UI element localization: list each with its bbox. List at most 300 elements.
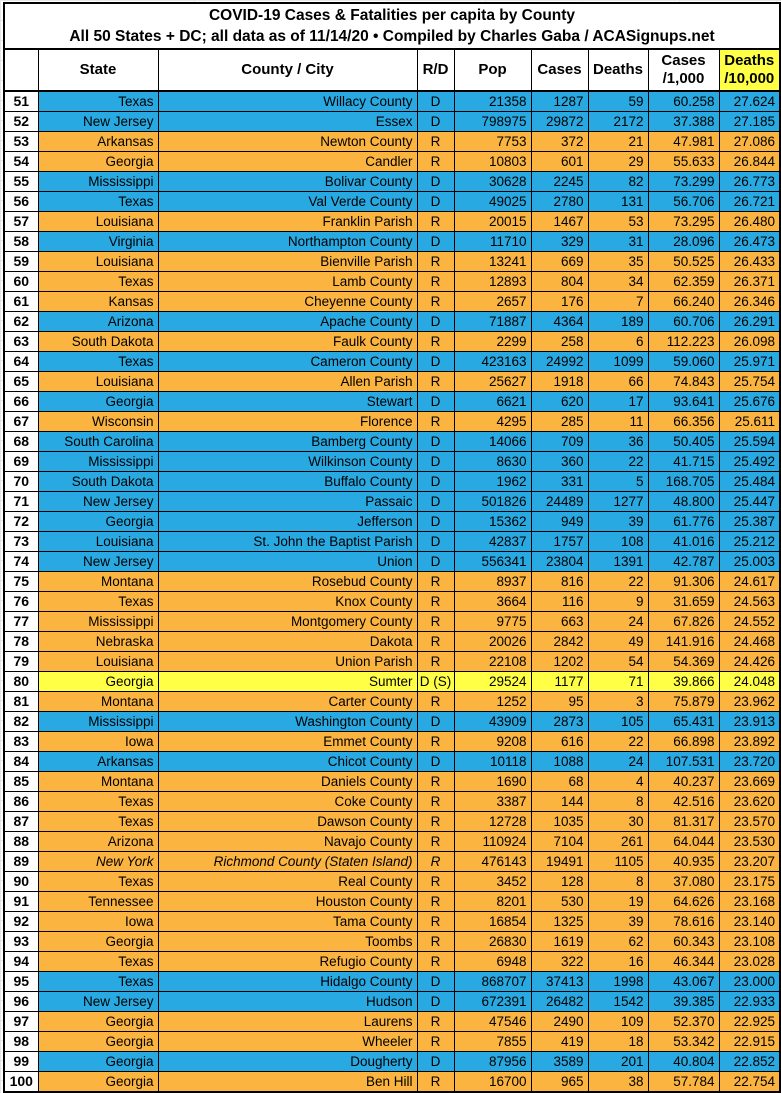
cell-cases-per-1000: 52.370 [648,1012,719,1032]
cell-cases: 4364 [531,312,588,332]
cell-pop: 26830 [454,932,531,952]
table-row [4,812,780,832]
cell-rank: 97 [4,1012,38,1032]
cell-rank: 80 [4,672,38,692]
cell-rank: 87 [4,812,38,832]
cell-cases-per-1000: 141.916 [648,632,719,652]
cell-rank: 79 [4,652,38,672]
cell-cases-per-1000: 73.299 [648,172,719,192]
cell-deaths-per-10000: 25.387 [719,512,780,532]
cell-pop: 22108 [454,652,531,672]
cell-party: R [417,332,454,352]
cell-pop: 9208 [454,732,531,752]
cell-pop: 47546 [454,1012,531,1032]
cell-party: R [417,912,454,932]
cell-county: Carter County [158,692,417,712]
cell-county: Val Verde County [158,192,417,212]
table-row [4,532,780,552]
cell-pop: 87956 [454,1052,531,1072]
table-row [4,392,780,412]
table-row [4,612,780,632]
table-row [4,192,780,212]
cell-state: Mississippi [38,712,158,732]
cell-cases-per-1000: 46.344 [648,952,719,972]
cell-pop: 423163 [454,352,531,372]
cell-party: R [417,412,454,432]
cell-deaths: 1105 [588,852,648,872]
cell-deaths: 11 [588,412,648,432]
cell-state: Iowa [38,912,158,932]
col-header-deaths-per-10000: Deaths /10,000 [719,49,780,91]
cell-deaths-per-10000: 26.844 [719,152,780,172]
cell-county: St. John the Baptist Parish [158,532,417,552]
table-row [4,312,780,332]
cell-rank: 96 [4,992,38,1012]
cell-party: R [417,372,454,392]
table-row [4,992,780,1012]
cell-cases: 37413 [531,972,588,992]
cell-rank: 93 [4,932,38,952]
cell-county: Wilkinson County [158,452,417,472]
cell-rank: 73 [4,532,38,552]
cell-state: Georgia [38,932,158,952]
cell-deaths: 22 [588,452,648,472]
cell-cases: 2842 [531,632,588,652]
cell-party: R [417,292,454,312]
cell-party: R [417,132,454,152]
cell-cases: 176 [531,292,588,312]
cell-deaths-per-10000: 25.447 [719,492,780,512]
cell-cases-per-1000: 66.356 [648,412,719,432]
cell-deaths-per-10000: 22.915 [719,1032,780,1052]
cell-party: D [417,312,454,332]
cell-cases-per-1000: 112.223 [648,332,719,352]
cell-cases-per-1000: 64.044 [648,832,719,852]
cell-state: Texas [38,792,158,812]
cell-party: D [417,172,454,192]
table-row [4,592,780,612]
cell-rank: 66 [4,392,38,412]
table-row [4,952,780,972]
table-row [4,1052,780,1072]
cell-state: Texas [38,592,158,612]
cell-state: Georgia [38,672,158,692]
cell-deaths-per-10000: 23.720 [719,752,780,772]
cell-state: New Jersey [38,992,158,1012]
cell-cases-per-1000: 61.776 [648,512,719,532]
cell-state: Wisconsin [38,412,158,432]
cell-county: Tama County [158,912,417,932]
cell-cases-per-1000: 73.295 [648,212,719,232]
table-row [4,572,780,592]
cell-party: D [417,232,454,252]
cell-cases: 601 [531,152,588,172]
cell-deaths: 9 [588,592,648,612]
cell-deaths: 21 [588,132,648,152]
cell-county: Willacy County [158,91,417,112]
cell-state: Mississippi [38,452,158,472]
cell-pop: 13241 [454,252,531,272]
cell-cases-per-1000: 39.385 [648,992,719,1012]
table-row [4,552,780,572]
cell-cases: 331 [531,472,588,492]
cell-county: Candler [158,152,417,172]
cell-state: Virginia [38,232,158,252]
cell-deaths: 39 [588,512,648,532]
cell-deaths-per-10000: 23.000 [719,972,780,992]
cell-pop: 12893 [454,272,531,292]
table-row [4,892,780,912]
cell-cases: 144 [531,792,588,812]
cell-cases: 1757 [531,532,588,552]
cell-deaths-per-10000: 22.933 [719,992,780,1012]
cell-deaths-per-10000: 25.594 [719,432,780,452]
cell-deaths-per-10000: 26.480 [719,212,780,232]
cell-cases-per-1000: 31.659 [648,592,719,612]
cell-deaths: 82 [588,172,648,192]
cell-rank: 94 [4,952,38,972]
column-header-row [4,49,780,91]
cell-party: D [417,432,454,452]
cell-deaths: 54 [588,652,648,672]
cell-deaths-per-10000: 24.552 [719,612,780,632]
cell-pop: 11710 [454,232,531,252]
cell-rank: 72 [4,512,38,532]
cell-cases: 128 [531,872,588,892]
cell-cases-per-1000: 75.879 [648,692,719,712]
cell-county: Northampton County [158,232,417,252]
cell-deaths: 38 [588,1072,648,1093]
cell-deaths-per-10000: 23.530 [719,832,780,852]
cell-party: D [417,492,454,512]
cell-cases-per-1000: 39.866 [648,672,719,692]
table-row [4,112,780,132]
cell-rank: 77 [4,612,38,632]
cell-cases: 1088 [531,752,588,772]
cell-cases: 116 [531,592,588,612]
cell-rank: 65 [4,372,38,392]
cell-cases: 804 [531,272,588,292]
cell-state: Kansas [38,292,158,312]
cell-county: Houston County [158,892,417,912]
cell-cases-per-1000: 81.317 [648,812,719,832]
cell-cases-per-1000: 60.706 [648,312,719,332]
cell-pop: 7855 [454,1032,531,1052]
cell-deaths-per-10000: 26.433 [719,252,780,272]
cell-party: R [417,772,454,792]
cell-party: R [417,272,454,292]
cell-pop: 30628 [454,172,531,192]
table-row [4,1012,780,1032]
cell-deaths-per-10000: 26.773 [719,172,780,192]
cell-state: Georgia [38,392,158,412]
cell-state: Georgia [38,1052,158,1072]
cell-county: Bamberg County [158,432,417,452]
cell-state: New Jersey [38,112,158,132]
cell-party: R [417,1012,454,1032]
cell-deaths: 8 [588,872,648,892]
cell-state: New Jersey [38,492,158,512]
cell-pop: 9775 [454,612,531,632]
cell-party: R [417,852,454,872]
table-row [4,752,780,772]
cell-cases: 620 [531,392,588,412]
cell-cases-per-1000: 28.096 [648,232,719,252]
cell-cases: 372 [531,132,588,152]
table-row [4,732,780,752]
cell-party: D [417,192,454,212]
cell-party: D [417,352,454,372]
cell-rank: 51 [4,91,38,112]
table-body [4,91,780,1092]
col-header-cases: Cases [531,49,588,91]
cell-cases: 2873 [531,712,588,732]
cell-state: Georgia [38,1072,158,1093]
cell-party: D [417,712,454,732]
cell-party: D [417,532,454,552]
cell-party: R [417,212,454,232]
cell-deaths: 189 [588,312,648,332]
cell-deaths: 29 [588,152,648,172]
cell-cases: 1325 [531,912,588,932]
table-row [4,932,780,952]
cell-pop: 3452 [454,872,531,892]
cell-deaths-per-10000: 22.754 [719,1072,780,1093]
cell-deaths-per-10000: 24.048 [719,672,780,692]
cell-party: R [417,812,454,832]
cell-state: Georgia [38,1012,158,1032]
cell-deaths: 3 [588,692,648,712]
cell-county: Ben Hill [158,1072,417,1093]
cell-county: Apache County [158,312,417,332]
table-row [4,792,780,812]
cell-deaths-per-10000: 23.669 [719,772,780,792]
cell-pop: 10803 [454,152,531,172]
cell-party: R [417,832,454,852]
cell-deaths: 201 [588,1052,648,1072]
cell-deaths: 49 [588,632,648,652]
cell-county: Toombs [158,932,417,952]
cell-rank: 59 [4,252,38,272]
cell-county: Cameron County [158,352,417,372]
cell-rank: 52 [4,112,38,132]
cell-state: Texas [38,192,158,212]
cell-state: Nebraska [38,632,158,652]
cell-state: South Carolina [38,432,158,452]
cell-deaths: 1277 [588,492,648,512]
cell-county: Dougherty [158,1052,417,1072]
table-row [4,332,780,352]
cell-deaths: 34 [588,272,648,292]
cell-deaths: 39 [588,912,648,932]
cell-deaths: 16 [588,952,648,972]
cell-deaths-per-10000: 26.346 [719,292,780,312]
cell-rank: 95 [4,972,38,992]
cell-pop: 110924 [454,832,531,852]
cell-cases-per-1000: 60.258 [648,91,719,112]
cell-cases-per-1000: 37.080 [648,872,719,892]
cell-cases: 285 [531,412,588,432]
cell-pop: 7753 [454,132,531,152]
cell-party: D [417,472,454,492]
cell-cases-per-1000: 42.516 [648,792,719,812]
table-row [4,712,780,732]
cell-pop: 556341 [454,552,531,572]
table-row [4,252,780,272]
cell-deaths: 36 [588,432,648,452]
cell-deaths-per-10000: 25.971 [719,352,780,372]
cell-state: Louisiana [38,652,158,672]
cell-cases: 2245 [531,172,588,192]
table-row [4,91,780,112]
cell-deaths: 5 [588,472,648,492]
cell-rank: 64 [4,352,38,372]
cell-state: Georgia [38,152,158,172]
cell-deaths-per-10000: 24.426 [719,652,780,672]
cell-party: R [417,572,454,592]
cell-rank: 81 [4,692,38,712]
table-row [4,372,780,392]
cell-state: Texas [38,972,158,992]
cell-pop: 20015 [454,212,531,232]
cell-cases: 360 [531,452,588,472]
cell-cases: 1619 [531,932,588,952]
cell-county: Union [158,552,417,572]
cell-party: D (S) [417,672,454,692]
cell-cases: 1177 [531,672,588,692]
table-row [4,772,780,792]
cell-cases: 616 [531,732,588,752]
cell-deaths: 71 [588,672,648,692]
cell-county: Buffalo County [158,472,417,492]
cell-rank: 57 [4,212,38,232]
cell-deaths-per-10000: 23.028 [719,952,780,972]
cell-pop: 49025 [454,192,531,212]
cell-cases-per-1000: 64.626 [648,892,719,912]
col-header-cases-per-1000: Cases /1,000 [648,49,719,91]
cell-cases-per-1000: 41.016 [648,532,719,552]
cell-deaths-per-10000: 25.754 [719,372,780,392]
cell-rank: 70 [4,472,38,492]
cell-county: Passaic [158,492,417,512]
cell-party: R [417,1032,454,1052]
cell-county: Laurens [158,1012,417,1032]
cell-deaths: 131 [588,192,648,212]
cell-cases: 709 [531,432,588,452]
cell-deaths-per-10000: 25.492 [719,452,780,472]
cell-deaths-per-10000: 27.624 [719,91,780,112]
cell-pop: 42837 [454,532,531,552]
cell-deaths: 62 [588,932,648,952]
col-header-county: County / City [158,49,417,91]
cell-cases-per-1000: 47.981 [648,132,719,152]
cell-deaths: 53 [588,212,648,232]
cell-party: D [417,452,454,472]
cell-deaths-per-10000: 25.676 [719,392,780,412]
cell-party: R [417,952,454,972]
cell-cases: 29872 [531,112,588,132]
cell-party: R [417,792,454,812]
cell-pop: 3664 [454,592,531,612]
cell-county: Cheyenne County [158,292,417,312]
cell-pop: 501826 [454,492,531,512]
cell-party: D [417,1052,454,1072]
cell-deaths-per-10000: 22.852 [719,1052,780,1072]
cell-county: Bolivar County [158,172,417,192]
cell-party: R [417,732,454,752]
cell-state: Arizona [38,832,158,852]
cell-pop: 672391 [454,992,531,1012]
cell-rank: 55 [4,172,38,192]
cell-party: D [417,512,454,532]
cell-state: Montana [38,572,158,592]
cell-state: New Jersey [38,552,158,572]
cell-pop: 20026 [454,632,531,652]
cell-cases-per-1000: 56.706 [648,192,719,212]
cell-rank: 54 [4,152,38,172]
cell-cases: 19491 [531,852,588,872]
cell-cases-per-1000: 60.343 [648,932,719,952]
cell-state: Louisiana [38,212,158,232]
cell-pop: 71887 [454,312,531,332]
cell-deaths: 105 [588,712,648,732]
cell-cases: 24489 [531,492,588,512]
cell-deaths: 6 [588,332,648,352]
cell-cases-per-1000: 40.935 [648,852,719,872]
cell-county: Real County [158,872,417,892]
cell-party: R [417,632,454,652]
cell-pop: 3387 [454,792,531,812]
cell-county: Emmet County [158,732,417,752]
cell-deaths: 22 [588,732,648,752]
col-header-rd: R/D [417,49,454,91]
cell-cases-per-1000: 93.641 [648,392,719,412]
cell-pop: 10118 [454,752,531,772]
cell-party: R [417,692,454,712]
cell-county: Newton County [158,132,417,152]
cell-cases: 965 [531,1072,588,1093]
cell-cases: 24992 [531,352,588,372]
cell-county: Essex [158,112,417,132]
cell-cases: 95 [531,692,588,712]
table-row [4,972,780,992]
cell-state: South Dakota [38,472,158,492]
cell-rank: 76 [4,592,38,612]
cell-rank: 68 [4,432,38,452]
cell-pop: 2657 [454,292,531,312]
cell-state: Arizona [38,312,158,332]
table-row [4,1032,780,1052]
cell-deaths: 30 [588,812,648,832]
cell-deaths-per-10000: 27.185 [719,112,780,132]
cell-cases: 1467 [531,212,588,232]
cell-state: Montana [38,692,158,712]
table-row [4,432,780,452]
cell-party: D [417,992,454,1012]
cell-rank: 74 [4,552,38,572]
cell-rank: 53 [4,132,38,152]
cell-party: D [417,392,454,412]
cell-rank: 98 [4,1032,38,1052]
col-header-deaths: Deaths [588,49,648,91]
cell-county: Knox County [158,592,417,612]
title-line-2: All 50 States + DC; all data as of 11/14/20 • Compiled by Charles Gaba / ACASignups.net [69,28,715,45]
table-row [4,912,780,932]
cell-deaths-per-10000: 27.086 [719,132,780,152]
cell-county: Dakota [158,632,417,652]
cell-deaths-per-10000: 26.098 [719,332,780,352]
cell-deaths-per-10000: 26.721 [719,192,780,212]
